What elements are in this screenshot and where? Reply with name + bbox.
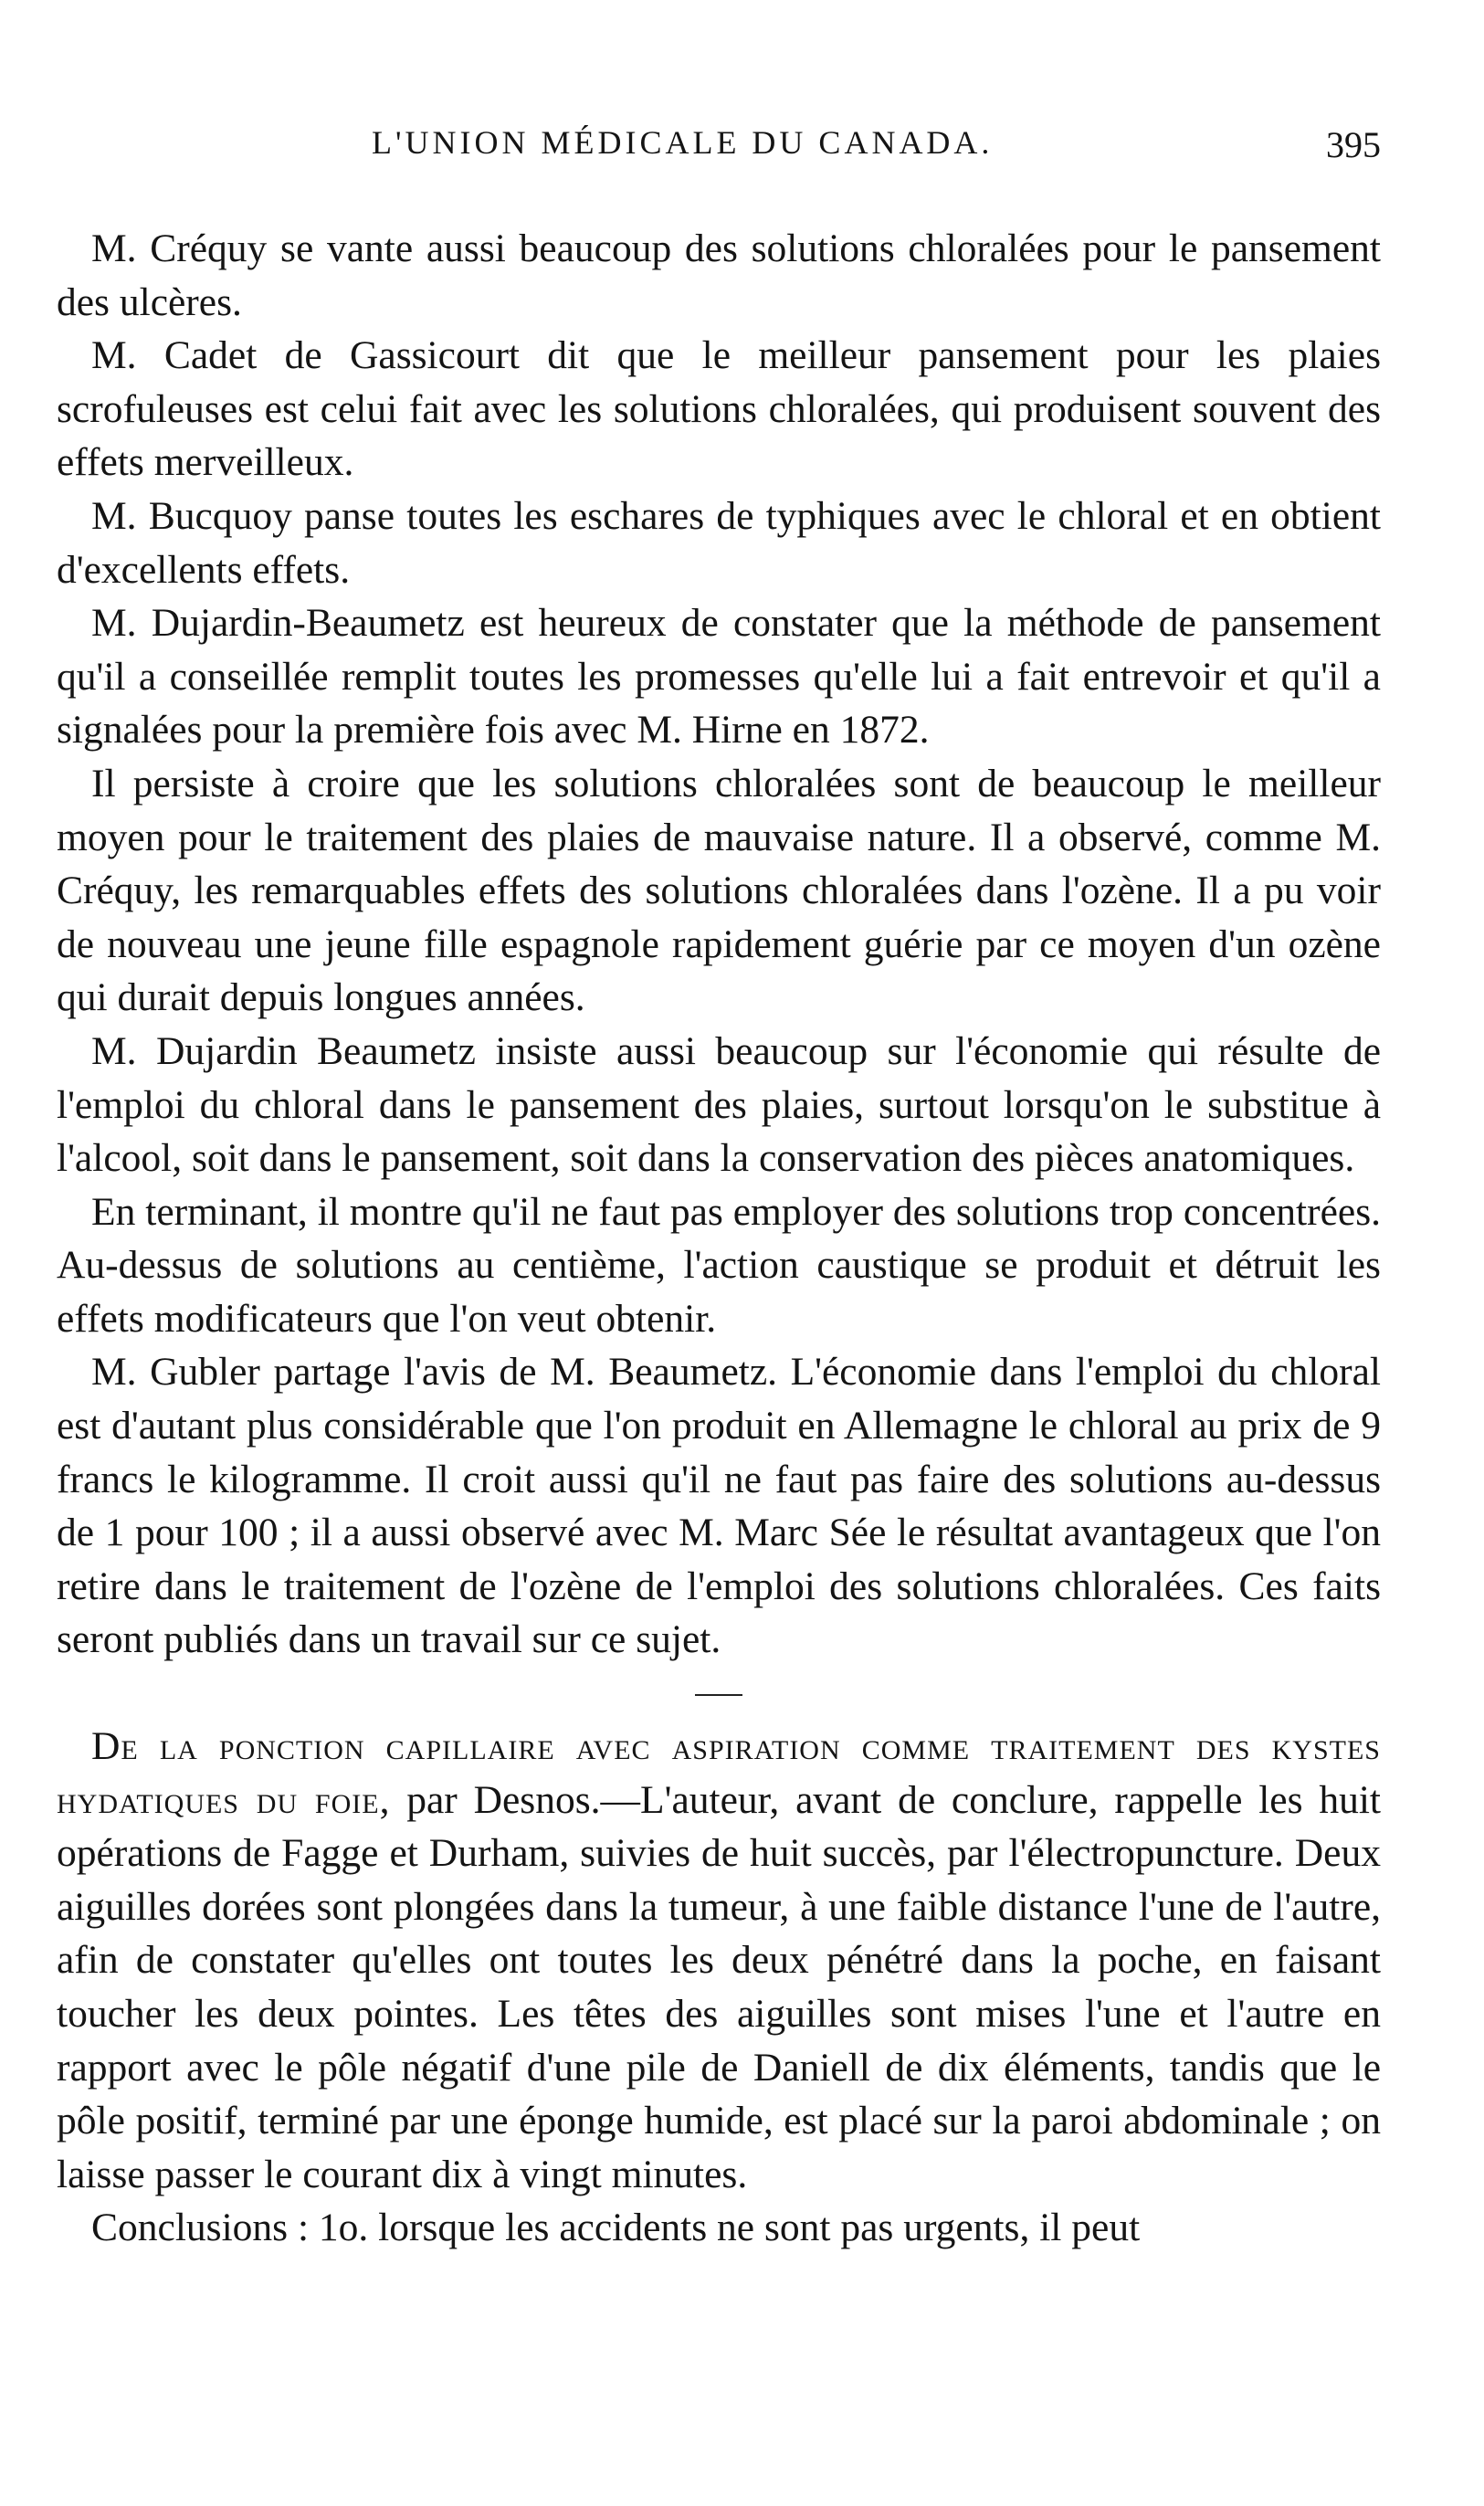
paragraph: M. Dujardin-Beaumetz est heureux de constater que la méthode de pansement qu'il a conseillée remplit toutes les promesses qu'elle lui a fait entrevoir et qu'il a signalées pour la première fois avec M. Hirne en 1872. — [57, 601, 1381, 753]
page-header — [57, 123, 1381, 178]
section-paragraph — [57, 1720, 1381, 2201]
running-title: L'UNION MÉDICALE DU CANADA. — [372, 124, 994, 161]
paragraph: Il persiste à croire que les solutions chloralées sont de beaucoup le meilleur moyen pour le traitement des plaies de mauvaise nature. Il a observé, comme M. Créquy, les remarquables effets des solutions chloralées dans l'ozène. Il a pu voir de nouveau une jeune fille espagnole rapidement guérie par ce moyen d'un ozène qui durait depuis longues années. — [57, 761, 1381, 1020]
paragraph: En terminant, il montre qu'il ne faut pas employer des solutions trop concentrées. Au-dessus de solutions au centième, l'action caustique se produit et détruit les effets modificateurs que l'on veut obtenir. — [57, 1189, 1381, 1341]
paragraph: M. Bucquoy panse toutes les eschares de typhiques avec le chloral et en obtient d'excellents effets. — [57, 493, 1381, 592]
section-author: par Desnos. — [390, 1777, 601, 1822]
section-divider — [695, 1694, 742, 1696]
section-body: —L'auteur, avant de conclure, rappelle les huit opérations de Fagge et Durham, suivies de huit succès, par l'électropuncture. Deux aiguilles dorées sont plongées dans la tumeur, à une faible distance l'une de l'autre, afin de constater qu'elles ont toutes les deux pénétré dans la poche, en faisant toucher les deux pointes. Les têtes des aiguilles sont mises l'une et l'autre en rapport avec le pôle négatif d'une pile de Daniell de dix éléments, tandis que le pôle positif, terminé par une éponge humide, est placé sur la paroi abdominale ; on laisse passer le courant dix à vingt minutes. — [57, 1777, 1381, 2196]
body-text — [57, 222, 1381, 2255]
paragraph: M. Cadet de Gassicourt dit que le meilleur pansement pour les plaies scrofuleuses est celui fait avec les solutions chloralées, qui produisent souvent des effets merveilleux. — [57, 333, 1381, 485]
paragraph: M. Créquy se vante aussi beaucoup des solutions chloralées pour le pansement des ulcères. — [57, 226, 1381, 324]
conclusions-paragraph: Conclusions : 1o. lorsque les accidents ne sont pas urgents, il peut — [91, 2206, 1141, 2250]
document-page — [57, 123, 1381, 2255]
page-number: 395 — [1326, 124, 1381, 165]
paragraph: M. Dujardin Beaumetz insiste aussi beaucoup sur l'économie qui résulte de l'emploi du chloral dans le pansement des plaies, surtout lorsqu'on le substitue à l'alcool, soit dans le pansement, soit dans la conservation des pièces anatomiques. — [57, 1028, 1381, 1181]
section-title: De la ponction capillaire avec aspiration comme traitement des kystes hydatiques du foie, — [57, 1724, 1381, 1822]
paragraph: M. Gubler partage l'avis de M. Beaumetz. L'économie dans l'emploi du chloral est d'autant plus considérable que l'on produit en Allemagne le chloral au prix de 9 francs le kilogramme. Il croit aussi qu'il ne faut pas faire des solutions au-dessus de 1 pour 100 ; il a aussi observé avec M. Marc Sée le résultat avantageux que l'on retire dans le traitement de l'ozène de l'emploi des solutions chloralées. Ces faits seront publiés dans un travail sur ce sujet. — [57, 1350, 1381, 1662]
